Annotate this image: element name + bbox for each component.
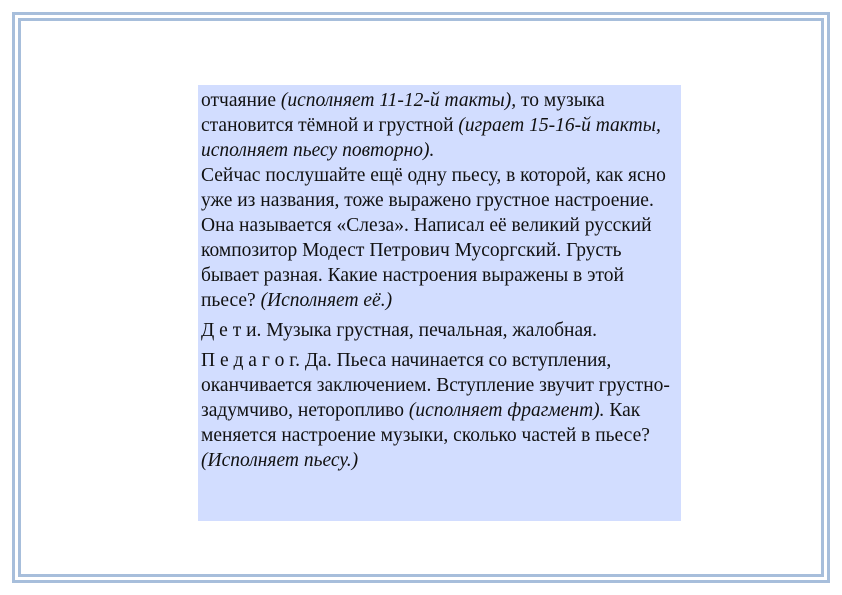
speaker-teacher: П е д а г о г. <box>201 350 300 371</box>
paragraph-1-text-a: отчаяние <box>201 90 281 111</box>
paragraph-1 <box>201 88 678 163</box>
paragraph-1-italic-b: (играет 15-16-й такты, исполняет пьесу повторно). <box>201 115 661 161</box>
speaker-children: Д е т и. <box>201 320 262 341</box>
paragraph-2 <box>201 163 678 313</box>
paragraph-4-italic-a: (исполняет фрагмент). <box>408 400 605 421</box>
paragraph-4-italic-b: (Исполняет пьесу.) <box>201 450 359 471</box>
paragraph-4-text-a: Да. Пьеса начинается со вступления, оканчивается заключением. Вступление звучит грустно-задумчиво, неторопливо <box>201 350 670 421</box>
paragraph-3 <box>201 318 678 343</box>
paragraph-1-italic-a: (исполняет 11-12-й такты), <box>280 90 517 111</box>
paragraph-4 <box>201 348 678 473</box>
text-block <box>198 85 681 521</box>
paragraph-2-text: Сейчас послушайте ещё одну пьесу, в которой, как ясно уже из названия, тоже выражено грустное настроение. Она называется «Слеза». Написал её великий русский композитор Модест Петрович Мусоргский. Грусть бывает разная. Какие настроения выражены в этой пьесе? <box>201 165 666 311</box>
paragraph-3-text: Музыка грустная, печальная, жалобная. <box>261 320 597 341</box>
paragraph-4-text-b: Как меняется настроение музыки, сколько частей в пьесе? <box>201 400 650 446</box>
paragraph-2-italic: (Исполняет её.) <box>260 290 393 311</box>
paragraph-1-text-b: то музыка становится тёмной и грустной <box>201 90 605 136</box>
